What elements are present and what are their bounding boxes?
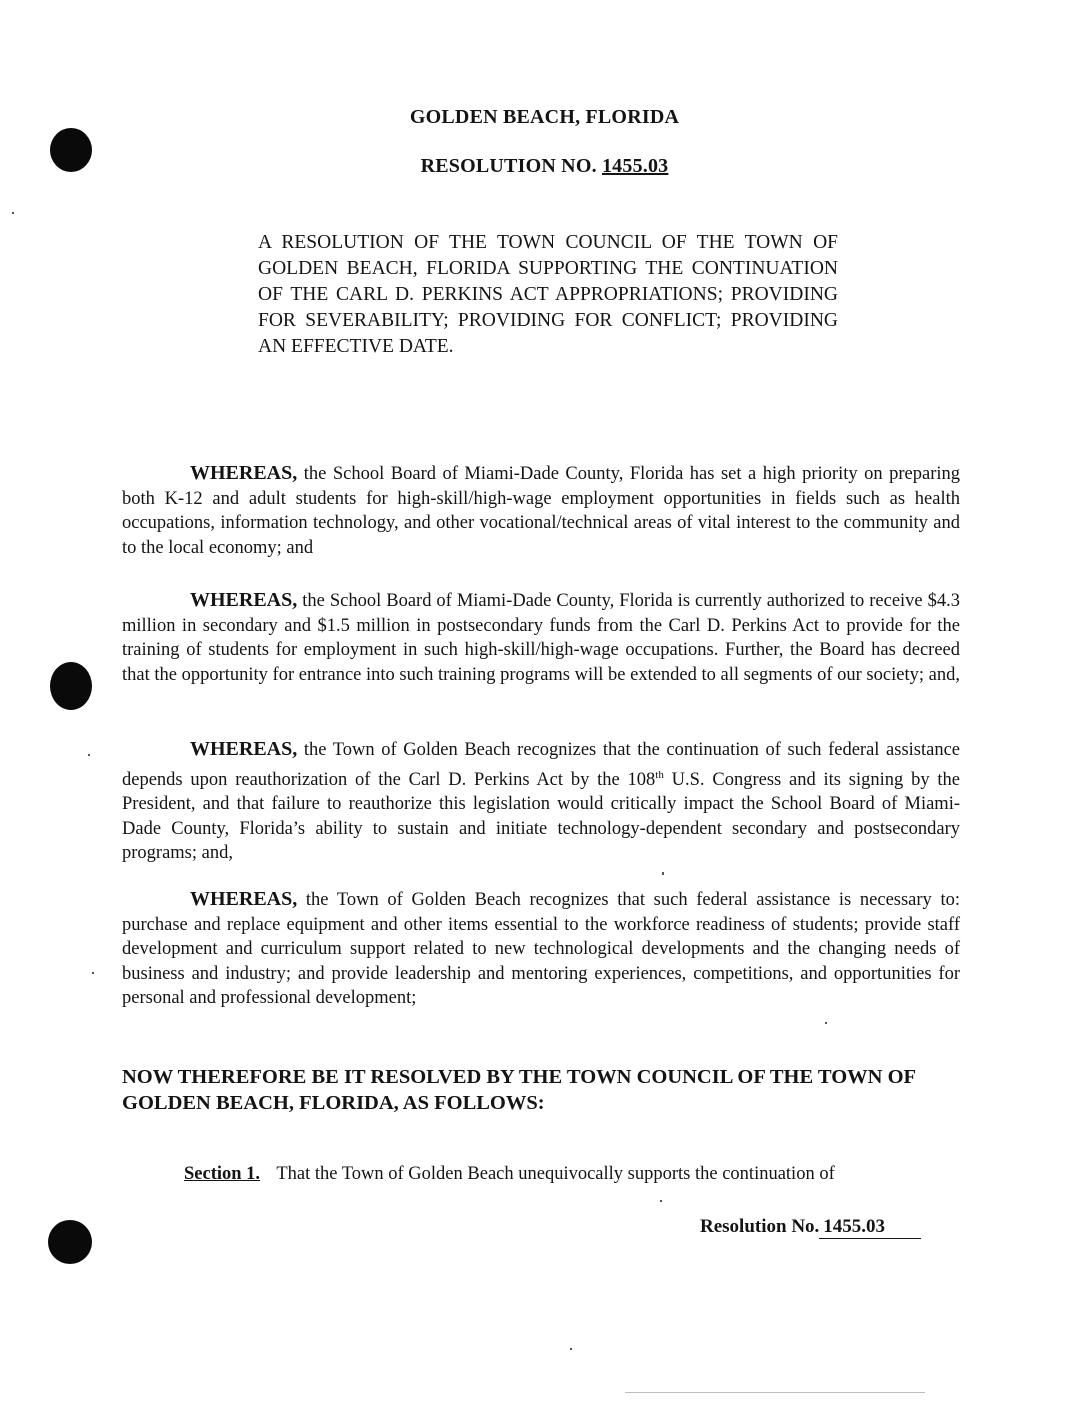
section-label: Section 1. — [184, 1164, 261, 1184]
whereas-text: the Town of Golden Beach recognizes that such federal assistance is necessary to: purchase and replace equipment and other items essential to the workforce readiness of students; provide staff development and curriculum support related to new technological developments and the changing needs of business and industry; and provide leadership and mentoring experiences, competitions, and opportunities for personal and professional development; — [122, 890, 960, 1008]
punch-hole-bottom — [48, 1220, 92, 1264]
punch-hole-middle — [50, 662, 92, 710]
scan-speck — [570, 1348, 572, 1350]
scan-speck — [662, 872, 664, 875]
scan-speck — [660, 1200, 662, 1202]
resolution-title: A RESOLUTION OF THE TOWN COUNCIL OF THE TOWN OF GOLDEN BEACH, FLORIDA SUPPORTING THE CONTINUATION OF THE CARL D. PERKINS ACT APPROPRIATIONS; PROVIDING FOR SEVERABILITY; PROVIDING FOR CONFLICT; PROVIDING AN EFFECTIVE DATE. — [258, 232, 838, 357]
scan-speck — [12, 212, 14, 214]
ordinal-suffix: th — [655, 768, 664, 781]
whereas-text: the Town of Golden Beach recognizes that the continuation of such federal assistance depends upon reauthorization of the Carl D. Perkins Act by the 108 — [122, 740, 961, 790]
scan-speck — [88, 754, 90, 756]
whereas-paragraph-3 — [122, 737, 960, 866]
whereas-lead: WHEREAS, — [190, 589, 298, 611]
whereas-text: the School Board of Miami-Dade County, Florida is currently authorized to receive $4.3 million in secondary and $1.5 million in postsecondary funds from the Carl D. Perkins Act to provide for the training of students for employment in such high-skill/high-wage occupations. Further, the Board has decreed that the opportunity for entrance into such training programs will be extended to all segments of our society; and, — [122, 591, 961, 685]
resolved-clause: NOW THEREFORE BE IT RESOLVED BY THE TOWN COUNCIL OF THE TOWN OF GOLDEN BEACH, FLORIDA, AS FOLLOWS: — [122, 1066, 916, 1114]
footer-resolution-number: 1455.03 — [819, 1216, 921, 1239]
whereas-text-continued: U.S. Congress and its signing by the President, and that failure to reauthorize this legislation would critically impact the School Board of Miami-Dade County, Florida’s ability to sustain and initiate technology-dependent secondary and postsecondary programs; and, — [122, 769, 960, 864]
whereas-paragraph-2 — [122, 588, 960, 687]
scan-speck — [825, 1022, 827, 1024]
whereas-lead: WHEREAS, — [190, 888, 298, 910]
resolution-number: 1455.03 — [601, 155, 669, 177]
resolution-label: RESOLUTION NO. — [420, 155, 597, 177]
section-text: That the Town of Golden Beach unequivocally supports the continuation of — [276, 1164, 835, 1184]
scan-speck — [92, 972, 94, 974]
whereas-lead: WHEREAS, — [190, 462, 298, 484]
footer-label: Resolution No. — [700, 1216, 820, 1237]
whereas-paragraph-1 — [122, 461, 960, 560]
resolution-heading — [0, 155, 1089, 178]
page-footer — [700, 1216, 960, 1239]
whereas-lead: WHEREAS, — [190, 738, 298, 760]
whereas-paragraph-4 — [122, 887, 960, 1011]
section-1 — [184, 1162, 944, 1186]
whereas-text: the School Board of Miami-Dade County, Florida has set a high priority on preparing both K-12 and adult students for high-skill/high-wage employment opportunities in fields such as health occupations, information technology, and other vocational/technical areas of vital interest to the community and to the local economy; and — [122, 464, 961, 558]
municipality-heading: GOLDEN BEACH, FLORIDA — [409, 106, 680, 128]
scan-speck — [625, 1392, 925, 1393]
